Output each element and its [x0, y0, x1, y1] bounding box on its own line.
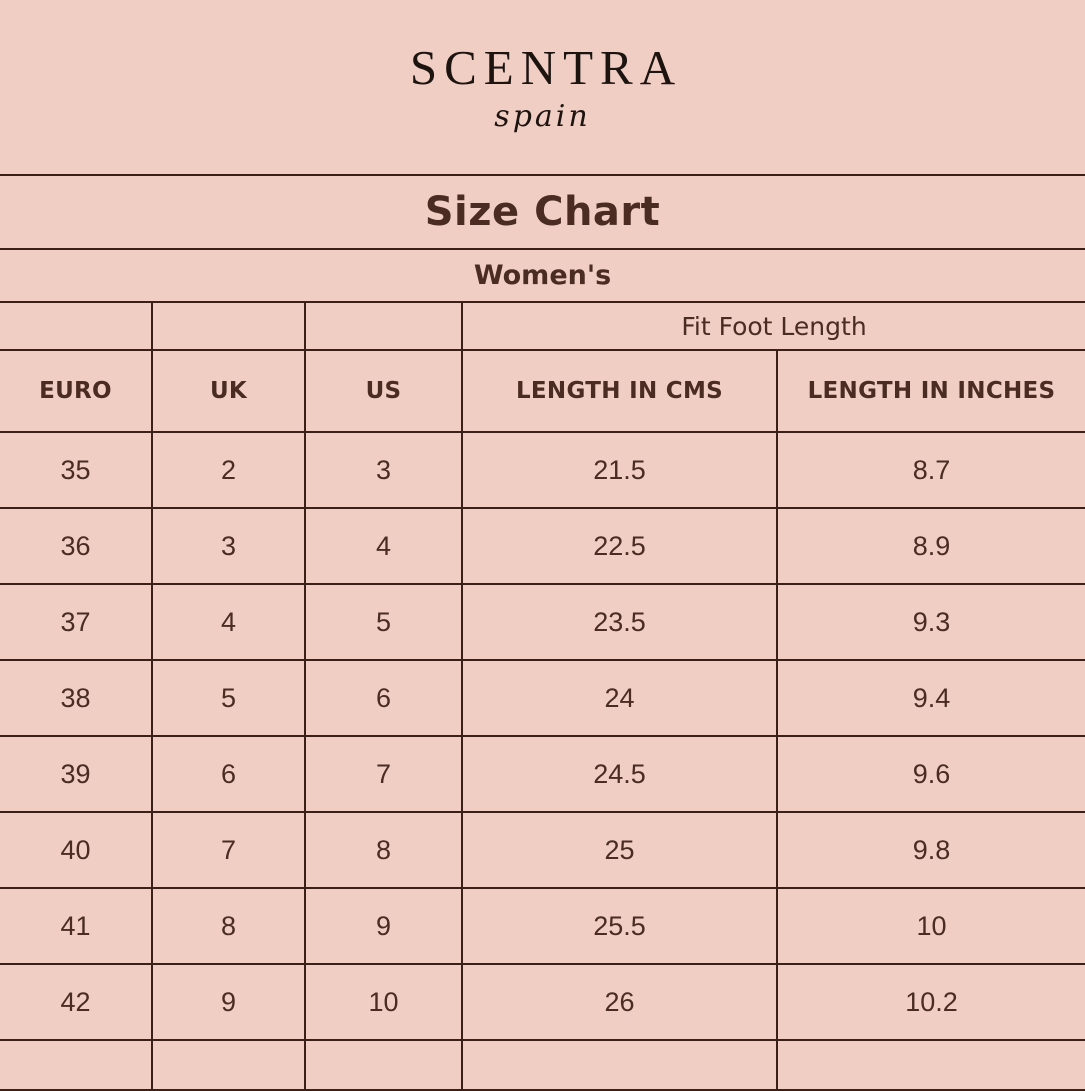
column-header-length-cms: LENGTH IN CMS: [462, 350, 777, 432]
section-title-row: [0, 250, 1085, 303]
cell-cms: 24: [462, 660, 777, 736]
cell-inches: 8.9: [777, 508, 1085, 584]
cell-inches: 10: [777, 888, 1085, 964]
cell-euro: 36: [0, 508, 152, 584]
cell-us: 3: [305, 432, 462, 508]
cell-cms: 21.5: [462, 432, 777, 508]
cell-us: 4: [305, 508, 462, 584]
cell-uk: 8: [152, 888, 305, 964]
cell-us: 8: [305, 812, 462, 888]
group-header-fit-foot-length: Fit Foot Length: [462, 303, 1085, 350]
cell-uk: 6: [152, 736, 305, 812]
cell-cms: 26: [462, 964, 777, 1040]
cell-cms: 22.5: [462, 508, 777, 584]
column-header-us: US: [305, 350, 462, 432]
cell-euro: [0, 1040, 152, 1090]
brand-name: SCENTRA: [409, 39, 683, 95]
column-header-uk: UK: [152, 350, 305, 432]
section-title: Women's: [473, 260, 612, 291]
table-group-header-row: [0, 303, 1085, 350]
table-row: [0, 508, 1085, 584]
cell-inches: 9.8: [777, 812, 1085, 888]
table-row: [0, 660, 1085, 736]
cell-inches: 8.7: [777, 432, 1085, 508]
cell-cms: [462, 1040, 777, 1090]
cell-uk: 3: [152, 508, 305, 584]
cell-us: [305, 1040, 462, 1090]
cell-cms: 24.5: [462, 736, 777, 812]
cell-euro: 35: [0, 432, 152, 508]
cell-cms: 25: [462, 812, 777, 888]
cell-euro: 37: [0, 584, 152, 660]
table-row: [0, 888, 1085, 964]
table-header-row: [0, 350, 1085, 432]
cell-euro: 41: [0, 888, 152, 964]
cell-uk: [152, 1040, 305, 1090]
cell-cms: 25.5: [462, 888, 777, 964]
cell-inches: [777, 1040, 1085, 1090]
group-blank-us: [305, 303, 462, 350]
cell-uk: 9: [152, 964, 305, 1040]
page-title: Size Chart: [424, 189, 661, 235]
table-row: [0, 584, 1085, 660]
cell-inches: 9.3: [777, 584, 1085, 660]
cell-us: 6: [305, 660, 462, 736]
cell-us: 5: [305, 584, 462, 660]
brand-header: [0, 0, 1085, 176]
column-header-length-inches: LENGTH IN INCHES: [777, 350, 1085, 432]
cell-uk: 5: [152, 660, 305, 736]
cell-euro: 42: [0, 964, 152, 1040]
size-table: [0, 303, 1085, 1091]
table-row: [0, 812, 1085, 888]
cell-cms: 23.5: [462, 584, 777, 660]
cell-uk: 2: [152, 432, 305, 508]
cell-uk: 7: [152, 812, 305, 888]
table-row: [0, 964, 1085, 1040]
cell-inches: 10.2: [777, 964, 1085, 1040]
table-row: [0, 736, 1085, 812]
cell-euro: 38: [0, 660, 152, 736]
cell-uk: 4: [152, 584, 305, 660]
page-title-row: [0, 176, 1085, 250]
cell-us: 7: [305, 736, 462, 812]
cell-inches: 9.6: [777, 736, 1085, 812]
cell-inches: 9.4: [777, 660, 1085, 736]
group-blank-euro: [0, 303, 152, 350]
group-blank-uk: [152, 303, 305, 350]
brand-subtitle: spain: [494, 98, 591, 134]
cell-us: 10: [305, 964, 462, 1040]
column-header-euro: EURO: [0, 350, 152, 432]
table-row-partial: [0, 1040, 1085, 1090]
cell-us: 9: [305, 888, 462, 964]
table-row: [0, 432, 1085, 508]
cell-euro: 39: [0, 736, 152, 812]
cell-euro: 40: [0, 812, 152, 888]
